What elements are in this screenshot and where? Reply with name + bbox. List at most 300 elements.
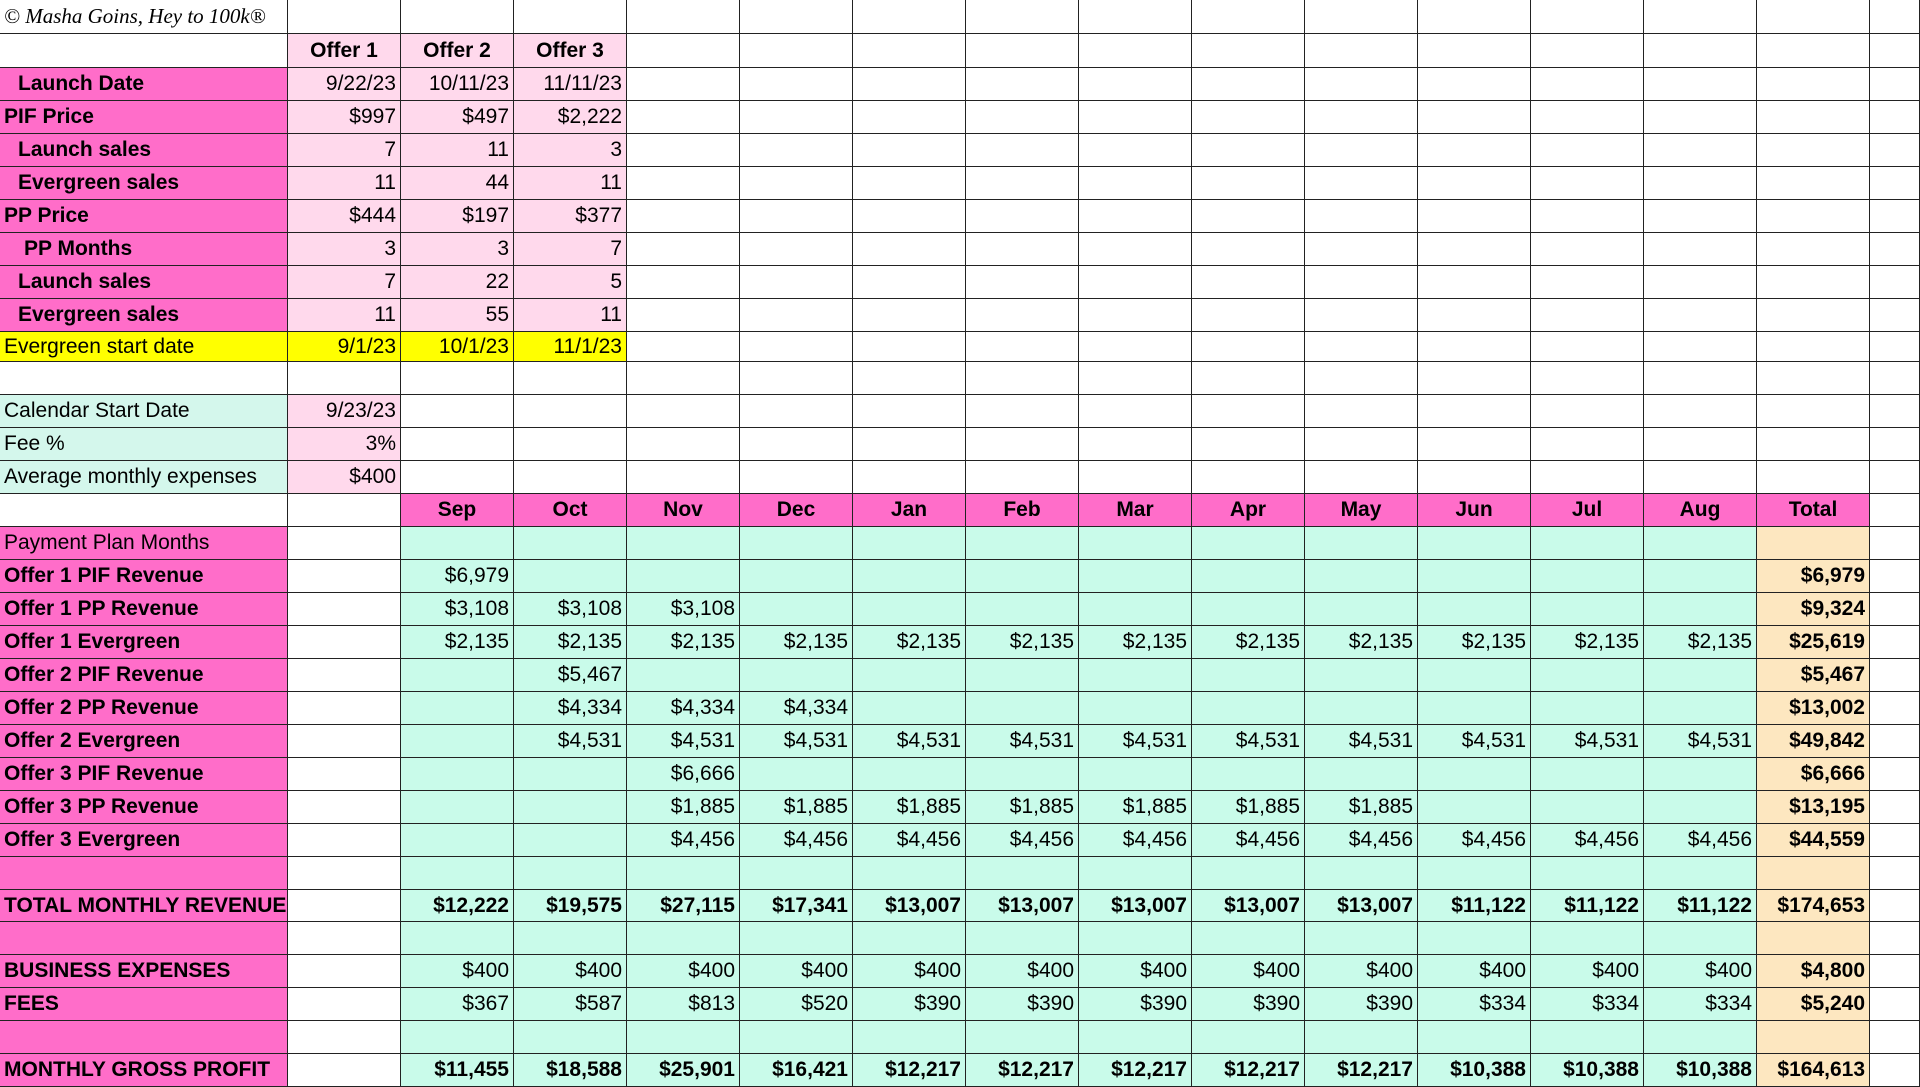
total-monthly-revenue-value[interactable]: $13,007	[1192, 890, 1305, 922]
empty-cell[interactable]	[1305, 857, 1418, 890]
revenue-value[interactable]	[1192, 758, 1305, 791]
empty-cell[interactable]	[1192, 233, 1305, 266]
revenue-value[interactable]: $3,108	[401, 593, 514, 626]
revenue-value[interactable]: $4,456	[1305, 824, 1418, 857]
empty-cell[interactable]	[627, 101, 740, 134]
empty-cell[interactable]	[966, 857, 1079, 890]
empty-cell[interactable]	[288, 791, 401, 824]
revenue-value[interactable]: $4,531	[853, 725, 966, 758]
revenue-value[interactable]: $4,456	[1531, 824, 1644, 857]
revenue-value[interactable]	[853, 692, 966, 725]
revenue-value[interactable]: $4,531	[1644, 725, 1757, 758]
empty-cell[interactable]	[627, 0, 740, 34]
empty-cell[interactable]	[966, 167, 1079, 200]
empty-cell[interactable]	[401, 428, 514, 461]
fees-value[interactable]: $334	[1644, 988, 1757, 1021]
empty-cell[interactable]	[1757, 68, 1870, 101]
empty-cell[interactable]	[1418, 68, 1531, 101]
empty-cell[interactable]	[1870, 725, 1920, 758]
input-label[interactable]: Launch sales	[0, 266, 288, 299]
empty-cell[interactable]	[1305, 428, 1418, 461]
revenue-value[interactable]	[1192, 560, 1305, 593]
business-expenses-value[interactable]: $400	[1644, 955, 1757, 988]
revenue-value[interactable]	[401, 725, 514, 758]
empty-cell[interactable]	[627, 428, 740, 461]
revenue-value[interactable]: $2,135	[1305, 626, 1418, 659]
revenue-label[interactable]: Offer 2 Evergreen	[0, 725, 288, 758]
revenue-value[interactable]: $5,467	[514, 659, 627, 692]
revenue-value[interactable]	[1192, 593, 1305, 626]
revenue-value[interactable]: $2,135	[401, 626, 514, 659]
revenue-value[interactable]: $2,135	[1644, 626, 1757, 659]
empty-cell[interactable]	[1870, 34, 1920, 68]
empty-cell[interactable]	[1644, 922, 1757, 955]
input-value[interactable]: 10/11/23	[401, 68, 514, 101]
empty-cell[interactable]	[1305, 1021, 1418, 1054]
empty-cell[interactable]	[1305, 266, 1418, 299]
revenue-value[interactable]: $4,531	[966, 725, 1079, 758]
empty-cell[interactable]	[1870, 692, 1920, 725]
revenue-value[interactable]	[1644, 593, 1757, 626]
empty-cell[interactable]	[966, 395, 1079, 428]
offer-header[interactable]: Offer 2	[401, 34, 514, 68]
empty-cell[interactable]	[853, 395, 966, 428]
revenue-total[interactable]: $13,002	[1757, 692, 1870, 725]
empty-cell[interactable]	[1870, 593, 1920, 626]
revenue-value[interactable]: $4,456	[1418, 824, 1531, 857]
revenue-value[interactable]: $1,885	[1079, 791, 1192, 824]
empty-cell[interactable]	[514, 1021, 627, 1054]
empty-cell[interactable]	[1305, 34, 1418, 68]
empty-cell[interactable]	[966, 134, 1079, 167]
empty-cell[interactable]	[966, 362, 1079, 395]
empty-cell[interactable]	[1305, 68, 1418, 101]
revenue-value[interactable]: $4,531	[627, 725, 740, 758]
input-value[interactable]: 11	[288, 167, 401, 200]
fees-value[interactable]: $390	[1079, 988, 1192, 1021]
setting-label[interactable]: Calendar Start Date	[0, 395, 288, 428]
empty-cell[interactable]	[627, 857, 740, 890]
business-expenses-value[interactable]: $400	[401, 955, 514, 988]
empty-cell[interactable]	[1079, 34, 1192, 68]
empty-cell[interactable]	[627, 167, 740, 200]
revenue-value[interactable]: $3,108	[514, 593, 627, 626]
empty-cell[interactable]	[1418, 362, 1531, 395]
empty-cell[interactable]	[288, 626, 401, 659]
input-value[interactable]: 22	[401, 266, 514, 299]
empty-cell[interactable]	[288, 758, 401, 791]
month-header[interactable]: Feb	[966, 494, 1079, 527]
total-monthly-revenue-value[interactable]: $13,007	[853, 890, 966, 922]
empty-cell[interactable]	[1757, 461, 1870, 494]
empty-cell[interactable]	[966, 299, 1079, 332]
revenue-value[interactable]	[1192, 659, 1305, 692]
month-header[interactable]: Apr	[1192, 494, 1305, 527]
empty-cell[interactable]	[288, 922, 401, 955]
empty-cell[interactable]	[1192, 34, 1305, 68]
input-label[interactable]: Launch Date	[0, 68, 288, 101]
total-monthly-revenue-value[interactable]: $13,007	[1305, 890, 1418, 922]
monthly-gross-profit-label[interactable]: MONTHLY GROSS PROFIT	[0, 1054, 288, 1087]
empty-cell[interactable]	[627, 362, 740, 395]
empty-cell[interactable]	[966, 428, 1079, 461]
revenue-value[interactable]: $2,135	[1418, 626, 1531, 659]
revenue-value[interactable]	[514, 824, 627, 857]
revenue-label[interactable]: Offer 1 PIF Revenue	[0, 560, 288, 593]
empty-cell[interactable]	[1870, 758, 1920, 791]
revenue-value[interactable]: $4,456	[740, 824, 853, 857]
revenue-value[interactable]	[1079, 692, 1192, 725]
revenue-value[interactable]	[1644, 791, 1757, 824]
revenue-value[interactable]	[1418, 692, 1531, 725]
empty-cell[interactable]	[853, 134, 966, 167]
revenue-value[interactable]	[1418, 560, 1531, 593]
input-value[interactable]: 11	[514, 299, 627, 332]
empty-cell[interactable]	[1757, 428, 1870, 461]
empty-cell[interactable]	[1870, 1054, 1920, 1087]
empty-cell[interactable]	[1192, 857, 1305, 890]
month-header[interactable]: May	[1305, 494, 1418, 527]
revenue-value[interactable]: $4,531	[740, 725, 853, 758]
empty-cell[interactable]	[1192, 200, 1305, 233]
empty-cell[interactable]	[1079, 0, 1192, 34]
input-value[interactable]: 3	[514, 134, 627, 167]
empty-cell[interactable]	[853, 299, 966, 332]
empty-cell[interactable]	[853, 167, 966, 200]
revenue-value[interactable]: $2,135	[1192, 626, 1305, 659]
month-header[interactable]: Jun	[1418, 494, 1531, 527]
empty-cell[interactable]	[288, 593, 401, 626]
setting-value[interactable]: 9/23/23	[288, 395, 401, 428]
empty-cell[interactable]	[740, 134, 853, 167]
empty-cell[interactable]	[1644, 857, 1757, 890]
revenue-value[interactable]	[966, 758, 1079, 791]
revenue-value[interactable]: $4,531	[1192, 725, 1305, 758]
monthly-gross-profit-value[interactable]: $12,217	[1192, 1054, 1305, 1087]
empty-cell[interactable]	[1305, 527, 1418, 560]
revenue-value[interactable]: $4,334	[514, 692, 627, 725]
revenue-label[interactable]: Offer 2 PP Revenue	[0, 692, 288, 725]
total-monthly-revenue-value[interactable]: $19,575	[514, 890, 627, 922]
total-monthly-revenue-value[interactable]: $27,115	[627, 890, 740, 922]
input-value[interactable]: $497	[401, 101, 514, 134]
empty-cell[interactable]	[740, 68, 853, 101]
empty-cell[interactable]	[1757, 395, 1870, 428]
empty-cell[interactable]	[853, 0, 966, 34]
empty-cell[interactable]	[1531, 233, 1644, 266]
empty-cell[interactable]	[1531, 1021, 1644, 1054]
empty-cell[interactable]	[401, 527, 514, 560]
empty-cell[interactable]	[1079, 428, 1192, 461]
revenue-label[interactable]: Offer 2 PIF Revenue	[0, 659, 288, 692]
empty-cell[interactable]	[1644, 200, 1757, 233]
revenue-value[interactable]	[1644, 560, 1757, 593]
revenue-value[interactable]: $4,531	[514, 725, 627, 758]
revenue-value[interactable]	[740, 659, 853, 692]
empty-cell[interactable]	[1870, 824, 1920, 857]
empty-cell[interactable]	[627, 395, 740, 428]
empty-cell[interactable]	[1757, 0, 1870, 34]
revenue-value[interactable]	[853, 758, 966, 791]
empty-cell[interactable]	[853, 200, 966, 233]
empty-cell[interactable]	[740, 395, 853, 428]
empty-cell[interactable]	[1305, 0, 1418, 34]
empty-cell[interactable]	[1644, 428, 1757, 461]
empty-cell[interactable]	[1531, 101, 1644, 134]
empty-cell[interactable]	[1418, 299, 1531, 332]
business-expenses-value[interactable]: $400	[740, 955, 853, 988]
empty-cell[interactable]	[1192, 362, 1305, 395]
empty-cell[interactable]	[1531, 200, 1644, 233]
input-value[interactable]: 11	[401, 134, 514, 167]
empty-cell[interactable]	[1870, 988, 1920, 1021]
empty-cell[interactable]	[1531, 332, 1644, 362]
revenue-total[interactable]: $9,324	[1757, 593, 1870, 626]
empty-cell[interactable]	[514, 362, 627, 395]
revenue-value[interactable]	[1644, 758, 1757, 791]
revenue-value[interactable]: $4,334	[627, 692, 740, 725]
revenue-value[interactable]: $1,885	[627, 791, 740, 824]
revenue-value[interactable]: $4,456	[627, 824, 740, 857]
input-value[interactable]: 44	[401, 167, 514, 200]
empty-cell[interactable]	[1644, 101, 1757, 134]
fees-value[interactable]: $587	[514, 988, 627, 1021]
revenue-value[interactable]	[1531, 659, 1644, 692]
setting-label[interactable]: Fee %	[0, 428, 288, 461]
empty-cell[interactable]	[1644, 134, 1757, 167]
business-expenses-value[interactable]: $400	[1305, 955, 1418, 988]
revenue-value[interactable]: $6,666	[627, 758, 740, 791]
total-monthly-revenue-value[interactable]: $13,007	[1079, 890, 1192, 922]
empty-cell[interactable]	[1305, 362, 1418, 395]
empty-cell[interactable]	[1305, 332, 1418, 362]
empty-cell[interactable]	[1531, 527, 1644, 560]
business-expenses-value[interactable]: $400	[1531, 955, 1644, 988]
empty-cell[interactable]	[1305, 461, 1418, 494]
revenue-label[interactable]: Offer 1 Evergreen	[0, 626, 288, 659]
empty-cell[interactable]	[627, 134, 740, 167]
empty-cell[interactable]	[1870, 791, 1920, 824]
revenue-value[interactable]: $4,531	[1531, 725, 1644, 758]
empty-cell[interactable]	[1531, 134, 1644, 167]
month-header[interactable]: Sep	[401, 494, 514, 527]
month-header[interactable]: Oct	[514, 494, 627, 527]
empty-cell[interactable]	[1418, 857, 1531, 890]
empty-cell[interactable]	[966, 68, 1079, 101]
empty-cell[interactable]	[288, 692, 401, 725]
input-value[interactable]: 7	[288, 134, 401, 167]
empty-cell[interactable]	[288, 362, 401, 395]
empty-cell[interactable]	[966, 233, 1079, 266]
empty-cell[interactable]	[1870, 560, 1920, 593]
empty-cell[interactable]	[1418, 395, 1531, 428]
revenue-value[interactable]	[627, 659, 740, 692]
revenue-value[interactable]	[1644, 659, 1757, 692]
revenue-value[interactable]	[1418, 593, 1531, 626]
monthly-gross-profit-value[interactable]: $10,388	[1644, 1054, 1757, 1087]
empty-cell[interactable]	[1644, 167, 1757, 200]
empty-cell[interactable]	[1870, 362, 1920, 395]
empty-cell[interactable]	[1305, 922, 1418, 955]
empty-cell[interactable]	[1192, 266, 1305, 299]
fees-value[interactable]: $390	[853, 988, 966, 1021]
empty-cell[interactable]	[853, 101, 966, 134]
empty-cell[interactable]	[853, 922, 966, 955]
empty-cell[interactable]	[966, 266, 1079, 299]
revenue-value[interactable]	[1531, 593, 1644, 626]
empty-cell[interactable]	[1531, 922, 1644, 955]
revenue-value[interactable]: $1,885	[1305, 791, 1418, 824]
empty-cell[interactable]	[1870, 461, 1920, 494]
fees-total[interactable]: $5,240	[1757, 988, 1870, 1021]
empty-cell[interactable]	[853, 34, 966, 68]
monthly-gross-profit-value[interactable]: $12,217	[1305, 1054, 1418, 1087]
empty-cell[interactable]	[1870, 0, 1920, 34]
revenue-value[interactable]	[1531, 758, 1644, 791]
business-expenses-value[interactable]: $400	[853, 955, 966, 988]
empty-cell[interactable]	[401, 1021, 514, 1054]
business-expenses-value[interactable]: $400	[627, 955, 740, 988]
fees-value[interactable]: $390	[966, 988, 1079, 1021]
revenue-value[interactable]: $2,135	[966, 626, 1079, 659]
month-header[interactable]: Dec	[740, 494, 853, 527]
empty-cell[interactable]	[514, 428, 627, 461]
empty-cell[interactable]	[1870, 332, 1920, 362]
revenue-value[interactable]	[1531, 560, 1644, 593]
empty-cell[interactable]	[1644, 332, 1757, 362]
empty-cell[interactable]	[1757, 332, 1870, 362]
empty-cell[interactable]	[1531, 34, 1644, 68]
revenue-value[interactable]	[401, 692, 514, 725]
empty-cell[interactable]	[1079, 922, 1192, 955]
empty-cell[interactable]	[1305, 395, 1418, 428]
input-value[interactable]: $2,222	[514, 101, 627, 134]
empty-cell[interactable]	[853, 461, 966, 494]
empty-cell[interactable]	[1644, 233, 1757, 266]
revenue-value[interactable]: $4,456	[1079, 824, 1192, 857]
revenue-value[interactable]	[1418, 791, 1531, 824]
empty-cell[interactable]	[1870, 68, 1920, 101]
business-expenses-value[interactable]: $400	[514, 955, 627, 988]
empty-cell[interactable]	[1192, 299, 1305, 332]
revenue-value[interactable]	[853, 659, 966, 692]
revenue-value[interactable]	[1079, 659, 1192, 692]
empty-cell[interactable]	[627, 233, 740, 266]
revenue-value[interactable]: $2,135	[1079, 626, 1192, 659]
empty-cell[interactable]	[1644, 0, 1757, 34]
empty-cell[interactable]	[1192, 68, 1305, 101]
revenue-value[interactable]	[401, 659, 514, 692]
empty-cell[interactable]	[401, 362, 514, 395]
empty-cell[interactable]	[1418, 167, 1531, 200]
empty-cell[interactable]	[1418, 134, 1531, 167]
empty-cell[interactable]	[853, 362, 966, 395]
revenue-label[interactable]: Offer 3 PIF Revenue	[0, 758, 288, 791]
empty-cell[interactable]	[740, 1021, 853, 1054]
month-header[interactable]: Aug	[1644, 494, 1757, 527]
revenue-value[interactable]	[514, 560, 627, 593]
empty-cell[interactable]	[1757, 922, 1870, 955]
evergreen-start-value[interactable]: 11/1/23	[514, 332, 627, 362]
input-value[interactable]: $997	[288, 101, 401, 134]
revenue-value[interactable]	[1305, 593, 1418, 626]
revenue-value[interactable]	[1305, 758, 1418, 791]
empty-cell[interactable]	[1418, 428, 1531, 461]
monthly-gross-profit-value[interactable]: $16,421	[740, 1054, 853, 1087]
business-expenses-value[interactable]: $400	[1192, 955, 1305, 988]
revenue-value[interactable]	[1531, 692, 1644, 725]
revenue-total[interactable]: $6,979	[1757, 560, 1870, 593]
empty-cell[interactable]	[1079, 200, 1192, 233]
revenue-value[interactable]	[966, 593, 1079, 626]
empty-cell[interactable]	[1305, 233, 1418, 266]
empty-cell[interactable]	[853, 1021, 966, 1054]
copyright-text[interactable]: © Masha Goins, Hey to 100k®	[0, 0, 288, 34]
evergreen-start-label[interactable]: Evergreen start date	[0, 332, 288, 362]
empty-cell[interactable]	[1079, 857, 1192, 890]
empty-cell[interactable]	[401, 0, 514, 34]
total-monthly-revenue-label[interactable]: TOTAL MONTHLY REVENUE	[0, 890, 288, 922]
revenue-value[interactable]	[1305, 692, 1418, 725]
empty-cell[interactable]	[1644, 34, 1757, 68]
business-expenses-value[interactable]: $400	[1079, 955, 1192, 988]
empty-cell[interactable]	[1870, 527, 1920, 560]
empty-cell[interactable]	[1644, 1021, 1757, 1054]
empty-cell[interactable]	[401, 395, 514, 428]
empty-cell[interactable]	[627, 200, 740, 233]
empty-cell[interactable]	[1870, 395, 1920, 428]
input-value[interactable]: $377	[514, 200, 627, 233]
month-header[interactable]: Mar	[1079, 494, 1192, 527]
revenue-value[interactable]: $2,135	[853, 626, 966, 659]
input-value[interactable]: $197	[401, 200, 514, 233]
revenue-value[interactable]: $2,135	[740, 626, 853, 659]
monthly-gross-profit-value[interactable]: $12,217	[1079, 1054, 1192, 1087]
revenue-value[interactable]	[1305, 659, 1418, 692]
empty-cell[interactable]	[1192, 428, 1305, 461]
total-monthly-revenue-value[interactable]: $13,007	[966, 890, 1079, 922]
empty-cell[interactable]	[288, 0, 401, 34]
empty-cell[interactable]	[0, 1021, 288, 1054]
revenue-value[interactable]: $4,456	[1644, 824, 1757, 857]
revenue-value[interactable]: $4,456	[966, 824, 1079, 857]
revenue-total[interactable]: $44,559	[1757, 824, 1870, 857]
revenue-value[interactable]	[401, 758, 514, 791]
input-value[interactable]: 11	[514, 167, 627, 200]
input-label[interactable]: Evergreen sales	[0, 167, 288, 200]
empty-cell[interactable]	[740, 527, 853, 560]
empty-cell[interactable]	[1192, 134, 1305, 167]
empty-cell[interactable]	[1757, 266, 1870, 299]
empty-cell[interactable]	[966, 0, 1079, 34]
empty-cell[interactable]	[0, 922, 288, 955]
empty-cell[interactable]	[966, 527, 1079, 560]
business-expenses-label[interactable]: BUSINESS EXPENSES	[0, 955, 288, 988]
empty-cell[interactable]	[966, 1021, 1079, 1054]
empty-cell[interactable]	[1418, 461, 1531, 494]
empty-cell[interactable]	[1531, 395, 1644, 428]
empty-cell[interactable]	[1644, 461, 1757, 494]
empty-cell[interactable]	[514, 857, 627, 890]
empty-cell[interactable]	[1531, 362, 1644, 395]
revenue-value[interactable]	[1644, 692, 1757, 725]
empty-cell[interactable]	[627, 68, 740, 101]
revenue-value[interactable]	[740, 758, 853, 791]
fees-value[interactable]: $390	[1305, 988, 1418, 1021]
empty-cell[interactable]	[0, 494, 288, 527]
empty-cell[interactable]	[1870, 857, 1920, 890]
setting-value[interactable]: $400	[288, 461, 401, 494]
